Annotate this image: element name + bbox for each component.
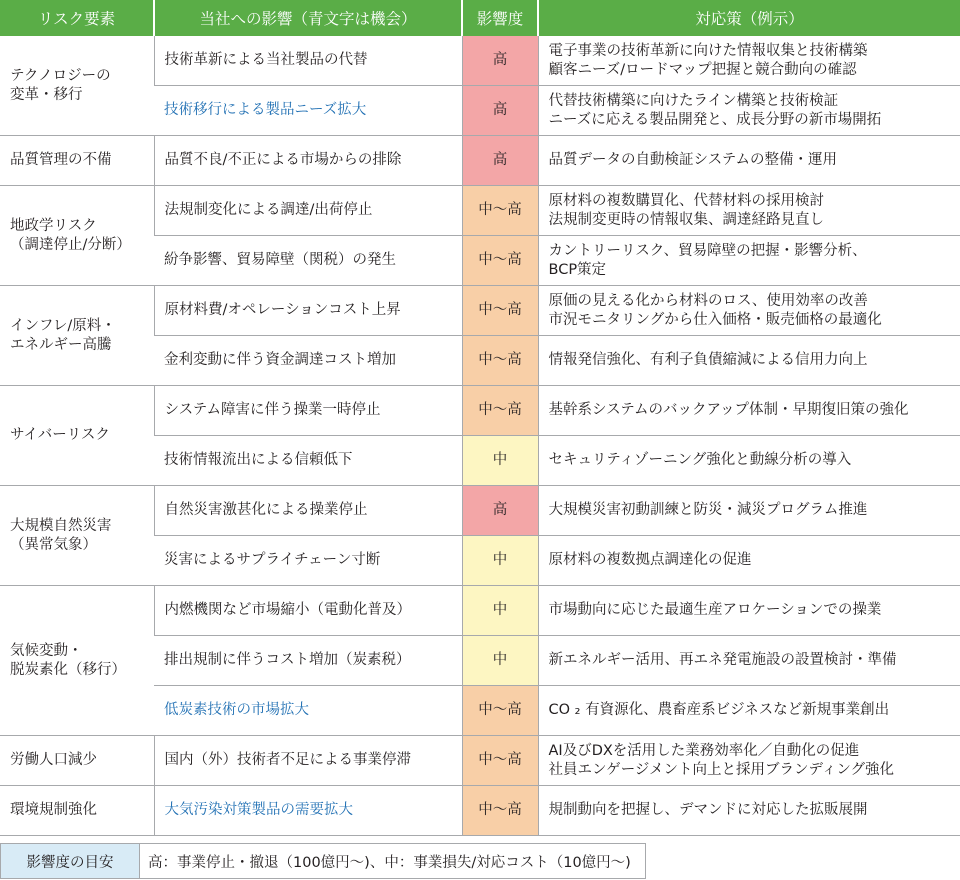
impact-level-cell: 高 bbox=[462, 86, 538, 136]
risk-factor-cell: 環境規制強化 bbox=[0, 786, 154, 836]
measure-cell: 原材料の複数購買化、代替材料の採用検討 法規制変更時の情報収集、調達経路見直し bbox=[538, 186, 960, 236]
impact-cell: 紛争影響、貿易障壁（関税）の発生 bbox=[154, 236, 462, 286]
impact-level-cell: 中～高 bbox=[462, 686, 538, 736]
measure-cell: 品質データの自動検証システムの整備・運用 bbox=[538, 136, 960, 186]
impact-level-cell: 中 bbox=[462, 536, 538, 586]
risk-factor-cell: サイバーリスク bbox=[0, 386, 154, 486]
measure-cell: 電子事業の技術革新に向けた情報収集と技術構築 顧客ニーズ/ロードマップ把握と競合動向の確認 bbox=[538, 36, 960, 86]
measure-cell: 情報発信強化、有利子負債縮減による信用力向上 bbox=[538, 336, 960, 386]
impact-level-cell: 高 bbox=[462, 486, 538, 536]
impact-level-cell: 高 bbox=[462, 136, 538, 186]
measure-cell: CO ₂ 有資源化、農畜産系ビジネスなど新規事業創出 bbox=[538, 686, 960, 736]
impact-cell: 自然災害激甚化による操業停止 bbox=[154, 486, 462, 536]
impact-level-cell: 中 bbox=[462, 436, 538, 486]
table-row bbox=[0, 736, 960, 786]
risk-factor-cell: 地政学リスク （調達停止/分断） bbox=[0, 186, 154, 286]
header-risk-factor: リスク要素 bbox=[0, 0, 154, 36]
risk-factor-cell: 労働人口減少 bbox=[0, 736, 154, 786]
risk-factor-cell: テクノロジーの 変革・移行 bbox=[0, 36, 154, 136]
table-row bbox=[0, 186, 960, 236]
measure-cell: 市場動向に応じた最適生産アロケーションでの操業 bbox=[538, 586, 960, 636]
impact-cell: 災害によるサプライチェーン寸断 bbox=[154, 536, 462, 586]
measure-cell: 原価の見える化から材料のロス、使用効率の改善 市況モニタリングから仕入価格・販売価格の最適化 bbox=[538, 286, 960, 336]
impact-level-cell: 中～高 bbox=[462, 786, 538, 836]
table-row bbox=[0, 286, 960, 336]
impact-level-cell: 中～高 bbox=[462, 236, 538, 286]
legend-label: 影響度の目安 bbox=[1, 844, 140, 878]
impact-level-cell: 中～高 bbox=[462, 386, 538, 436]
header-level: 影響度 bbox=[462, 0, 538, 36]
measure-cell: 大規模災害初動訓練と防災・減災プログラム推進 bbox=[538, 486, 960, 536]
measure-cell: 新エネルギー活用、再エネ発電施設の設置検討・準備 bbox=[538, 636, 960, 686]
impact-cell: 原材料費/オペレーションコスト上昇 bbox=[154, 286, 462, 336]
impact-cell: 技術革新による当社製品の代替 bbox=[154, 36, 462, 86]
impact-cell: 大気汚染対策製品の需要拡大 bbox=[154, 786, 462, 836]
risk-factor-cell: 気候変動・ 脱炭素化（移行） bbox=[0, 586, 154, 736]
impact-level-cell: 中～高 bbox=[462, 336, 538, 386]
impact-cell: 品質不良/不正による市場からの排除 bbox=[154, 136, 462, 186]
impact-cell: システム障害に伴う操業一時停止 bbox=[154, 386, 462, 436]
impact-cell: 内燃機関など市場縮小（電動化普及） bbox=[154, 586, 462, 636]
impact-level-cell: 中 bbox=[462, 636, 538, 686]
impact-cell: 国内（外）技術者不足による事業停滞 bbox=[154, 736, 462, 786]
impact-cell: 金利変動に伴う資金調達コスト増加 bbox=[154, 336, 462, 386]
risk-factor-cell: インフレ/原料・ エネルギー高騰 bbox=[0, 286, 154, 386]
legend-text: 高：事業停止・撤退（100億円～)、中：事業損失/対応コスト（10億円～) bbox=[148, 854, 631, 871]
header-impact: 当社への影響（青文字は機会） bbox=[154, 0, 462, 36]
impact-level-cell: 高 bbox=[462, 36, 538, 86]
impact-level-cell: 中 bbox=[462, 586, 538, 636]
impact-cell: 排出規制に伴うコスト増加（炭素税） bbox=[154, 636, 462, 686]
measure-cell: 規制動向を把握し、デマンドに対応した拡販展開 bbox=[538, 786, 960, 836]
table-row bbox=[0, 586, 960, 636]
table-row bbox=[0, 486, 960, 536]
measure-cell: 基幹系システムのバックアップ体制・早期復旧策の強化 bbox=[538, 386, 960, 436]
impact-cell: 技術移行による製品ニーズ拡大 bbox=[154, 86, 462, 136]
table-row bbox=[0, 386, 960, 436]
table-row bbox=[0, 136, 960, 186]
risk-factor-cell: 大規模自然災害 （異常気象） bbox=[0, 486, 154, 586]
impact-cell: 法規制変化による調達/出荷停止 bbox=[154, 186, 462, 236]
header-row bbox=[0, 0, 960, 36]
impact-cell: 技術情報流出による信頼低下 bbox=[154, 436, 462, 486]
measure-cell: 代替技術構築に向けたライン構築と技術検証 ニーズに応える製品開発と、成長分野の新市場開拓 bbox=[538, 86, 960, 136]
risk-factor-cell: 品質管理の不備 bbox=[0, 136, 154, 186]
measure-cell: AI及びDXを活用した業務効率化／自動化の促進 社員エンゲージメント向上と採用ブランディング強化 bbox=[538, 736, 960, 786]
impact-level-cell: 中～高 bbox=[462, 186, 538, 236]
table-row bbox=[0, 786, 960, 836]
header-measures: 対応策（例示） bbox=[538, 0, 960, 36]
measure-cell: セキュリティゾーニング強化と動線分析の導入 bbox=[538, 436, 960, 486]
measure-cell: 原材料の複数拠点調達化の促進 bbox=[538, 536, 960, 586]
impact-level-cell: 中～高 bbox=[462, 736, 538, 786]
impact-cell: 低炭素技術の市場拡大 bbox=[154, 686, 462, 736]
impact-legend bbox=[0, 843, 646, 879]
measure-cell: カントリーリスク、貿易障壁の把握・影響分析、 BCP策定 bbox=[538, 236, 960, 286]
table-row bbox=[0, 36, 960, 86]
impact-level-cell: 中～高 bbox=[462, 286, 538, 336]
